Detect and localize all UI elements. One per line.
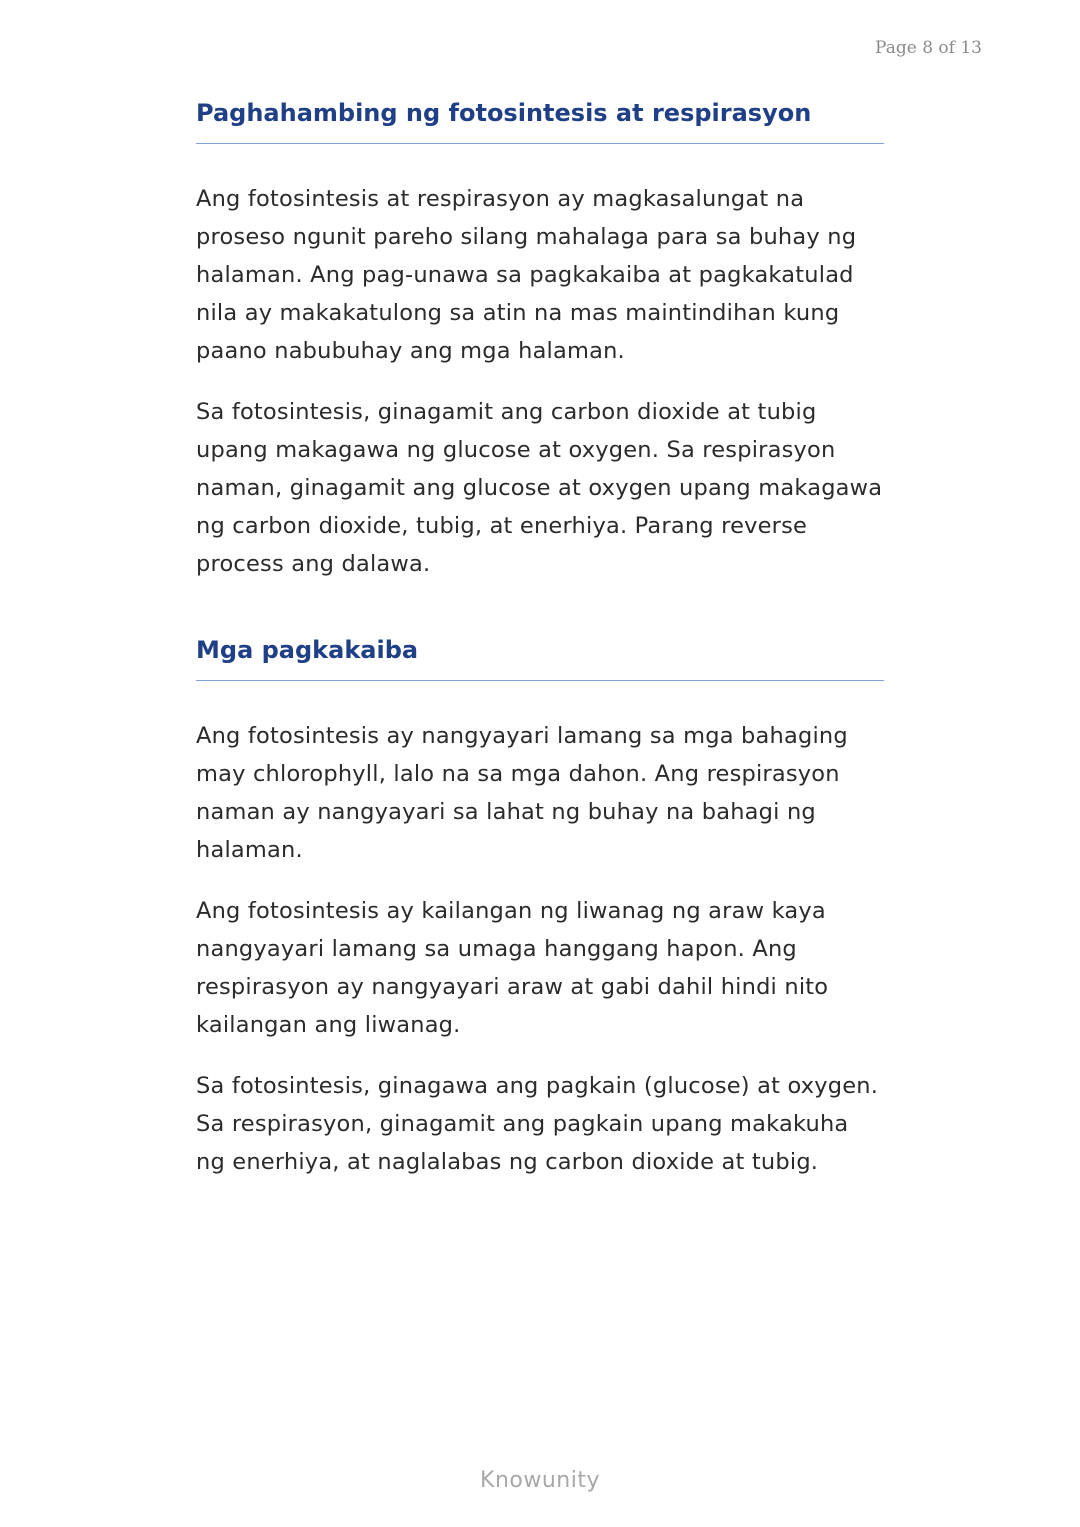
page-number: Page 8 of 13 (875, 38, 982, 58)
section-heading-differences: Mga pagkakaiba (196, 635, 884, 681)
paragraph: Sa fotosintesis, ginagawa ang pagkain (glucose) at oxygen. Sa respirasyon, ginagamit ang pagkain upang makakuha ng enerhiya, at naglalabas ng carbon dioxide at tubig. (196, 1073, 879, 1176)
footer-watermark: Knowunity (480, 1468, 600, 1493)
section-heading-comparison: Paghahambing ng fotosintesis at respirasyon (196, 98, 884, 144)
paragraph: Ang fotosintesis ay kailangan ng liwanag ng araw kaya nangyayari lamang sa umaga hanggang hapon. Ang respirasyon ay nangyayari araw at gabi dahil hindi nito kailangan ang liwanag. (196, 898, 829, 1039)
document-body (196, 98, 884, 1181)
paragraph: Ang fotosintesis ay nangyayari lamang sa mga bahaging may chlorophyll, lalo na sa mga dahon. Ang respirasyon naman ay nangyayari sa lahat ng buhay na bahagi ng halaman. (196, 723, 848, 864)
paragraph: Sa fotosintesis, ginagamit ang carbon dioxide at tubig upang makagawa ng glucose at oxygen. Sa respirasyon naman, ginagamit ang glucose at oxygen upang makagawa ng carbon dioxide, tubig, at enerhiya. Parang reverse process ang dalawa. (196, 399, 883, 578)
paragraph: Ang fotosintesis at respirasyon ay magkasalungat na proseso ngunit pareho silang mahalaga para sa buhay ng halaman. Ang pag-unawa sa pagkakaiba at pagkakatulad nila ay makakatulong sa atin na mas maintindihan kung paano nabubuhay ang mga halaman. (196, 186, 857, 365)
